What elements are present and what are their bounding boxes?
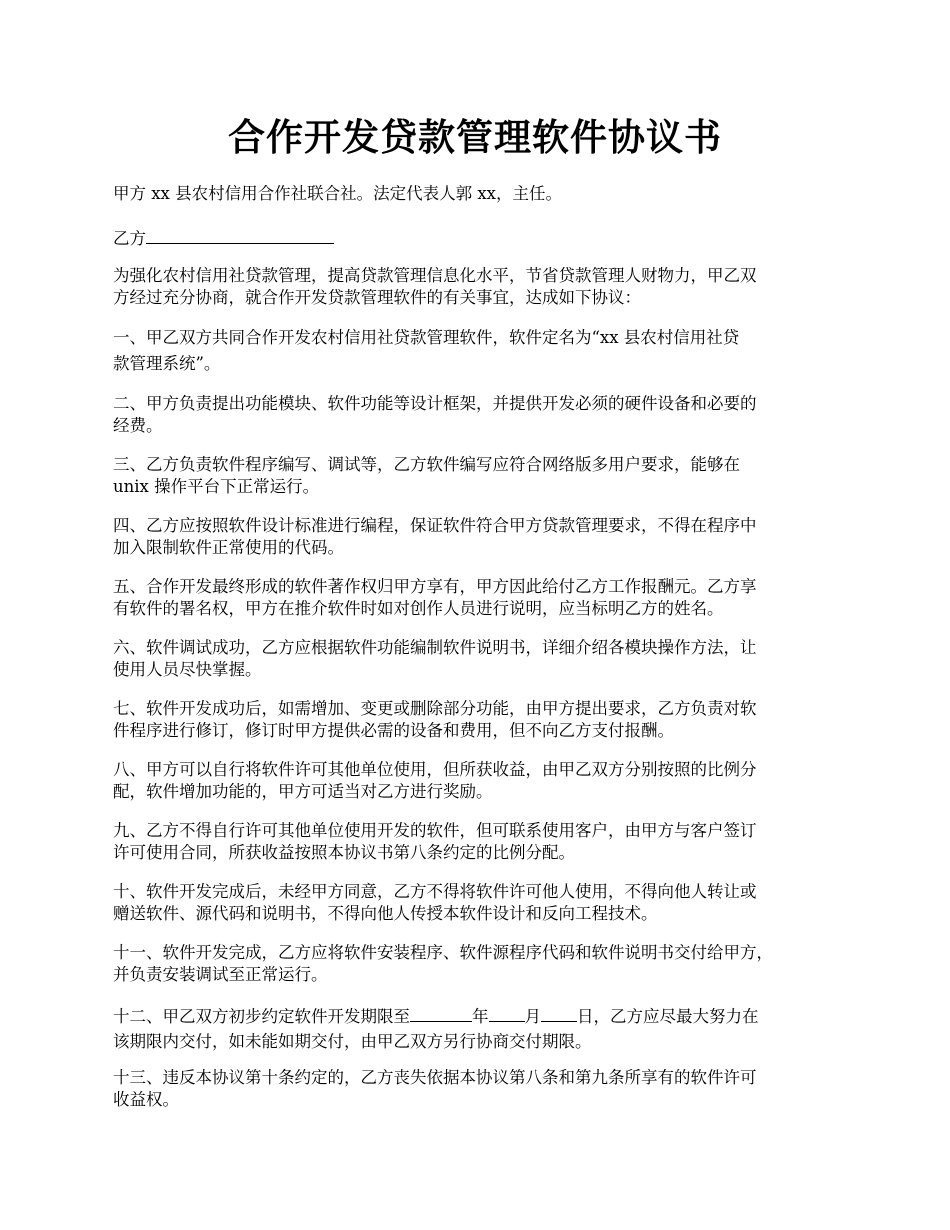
clause-line: 四、乙方应按照软件设计标准进行编程，保证软件符合甲方贷款管理要求，不得在程序中	[113, 516, 757, 535]
intro-paragraph	[113, 265, 853, 309]
clause-8	[113, 759, 853, 803]
clause-line: 九、乙方不得自行许可其他单位使用开发的软件，但可联系使用客户，由甲方与客户签订	[113, 821, 757, 840]
clause-line: 有软件的署名权，甲方在推介软件时如对创作人员进行说明，应当标明乙方的姓名。	[113, 599, 724, 618]
clause-5	[113, 576, 853, 620]
clause-line: 二、甲方负责提出功能模块、软件功能等设计框架，并提供开发必须的硬件设备和必要的	[113, 394, 757, 413]
clause-3	[113, 454, 853, 498]
clause-line: 配，软件增加功能的，甲方可适当对乙方进行奖励。	[113, 782, 493, 801]
document-title: 合作开发贷款管理软件协议书	[228, 115, 722, 159]
clause-line: 十三、违反本协议第十条约定的，乙方丧失依据本协议第八条和第九条所享有的软件许可	[113, 1068, 757, 1087]
clause-line: 三、乙方负责软件程序编写、调试等，乙方软件编写应符合网络版多用户要求，能够在	[113, 455, 740, 474]
clause-line: 收益权。	[113, 1090, 179, 1109]
clause-line: 十一、软件开发完成，乙方应将软件安装程序、软件源程序代码和软件说明书交付给甲方，	[113, 943, 773, 962]
clause-4	[113, 515, 853, 559]
clause-11	[113, 942, 853, 986]
clause-line: 赠送软件、源代码和说明书，不得向他人传授本软件设计和反向工程技术。	[113, 904, 658, 923]
party-a-line	[113, 183, 853, 205]
clause-13	[113, 1067, 853, 1111]
clause-line: 款管理系统”。	[113, 354, 221, 373]
clause-line: 十、软件开发完成后，未经甲方同意，乙方不得将软件许可他人使用，不得向他人转让或	[113, 882, 757, 901]
clause-line: 八、甲方可以自行将软件许可其他单位使用，但所获收益，由甲乙双方分别按照的比例分	[113, 760, 757, 779]
clause-line: 许可使用合同，所获收益按照本协议书第八条约定的比例分配。	[113, 843, 575, 862]
clause-line: 并负责安装调试至正常运行。	[113, 965, 328, 984]
clause-line: 经费。	[113, 416, 163, 435]
party-b-line	[113, 226, 853, 250]
clause-9	[113, 820, 853, 864]
party-b-blank[interactable]	[146, 226, 334, 244]
intro-line: 为强化农村信用社贷款管理，提高贷款管理信息化水平，节省贷款管理人财物力，甲乙双	[113, 266, 757, 285]
month-blank[interactable]	[489, 1004, 525, 1022]
clause-12	[113, 1004, 853, 1053]
year-blank[interactable]	[410, 1004, 472, 1022]
clause-line: 六、软件调试成功，乙方应根据软件功能编制软件说明书，详细介绍各模块操作方法，让	[113, 638, 757, 657]
day-label: 日，乙方应尽最大努力在	[577, 1007, 759, 1026]
clause-line: 该期限内交付，如未能如期交付，由甲乙双方另行协商交付期限。	[113, 1032, 592, 1051]
clause-10	[113, 881, 853, 925]
clause-7	[113, 698, 853, 742]
clause-1	[113, 327, 853, 375]
clause-line: unix 操作平台下正常运行。	[113, 477, 320, 496]
intro-line: 方经过充分协商，就合作开发贷款管理软件的有关事宜，达成如下协议：	[113, 288, 641, 307]
party-b-label: 乙方	[113, 229, 146, 248]
day-blank[interactable]	[541, 1004, 577, 1022]
clause-line: 加入限制软件正常使用的代码。	[113, 538, 344, 557]
clause-6	[113, 637, 853, 681]
month-label: 月	[524, 1007, 541, 1026]
clause-12-prefix: 十二、甲乙双方初步约定软件开发期限至	[113, 1007, 410, 1026]
clause-2	[113, 393, 853, 437]
clause-line: 使用人员尽快掌握。	[113, 660, 262, 679]
party-a-text: 甲方 xx 县农村信用合作社联合社。法定代表人郭 xx，主任。	[113, 184, 562, 203]
year-label: 年	[472, 1007, 489, 1026]
clause-line: 七、软件开发成功后，如需增加、变更或删除部分功能，由甲方提出要求，乙方负责对软	[113, 699, 757, 718]
clause-line: 五、合作开发最终形成的软件著作权归甲方享有，甲方因此给付乙方工作报酬元。乙方享	[113, 577, 757, 596]
clause-line: 件程序进行修订，修订时甲方提供必需的设备和费用，但不向乙方支付报酬。	[113, 721, 674, 740]
clause-line: 一、甲乙双方共同合作开发农村信用社贷款管理软件，软件定名为“xx 县农村信用社贷	[113, 328, 740, 347]
